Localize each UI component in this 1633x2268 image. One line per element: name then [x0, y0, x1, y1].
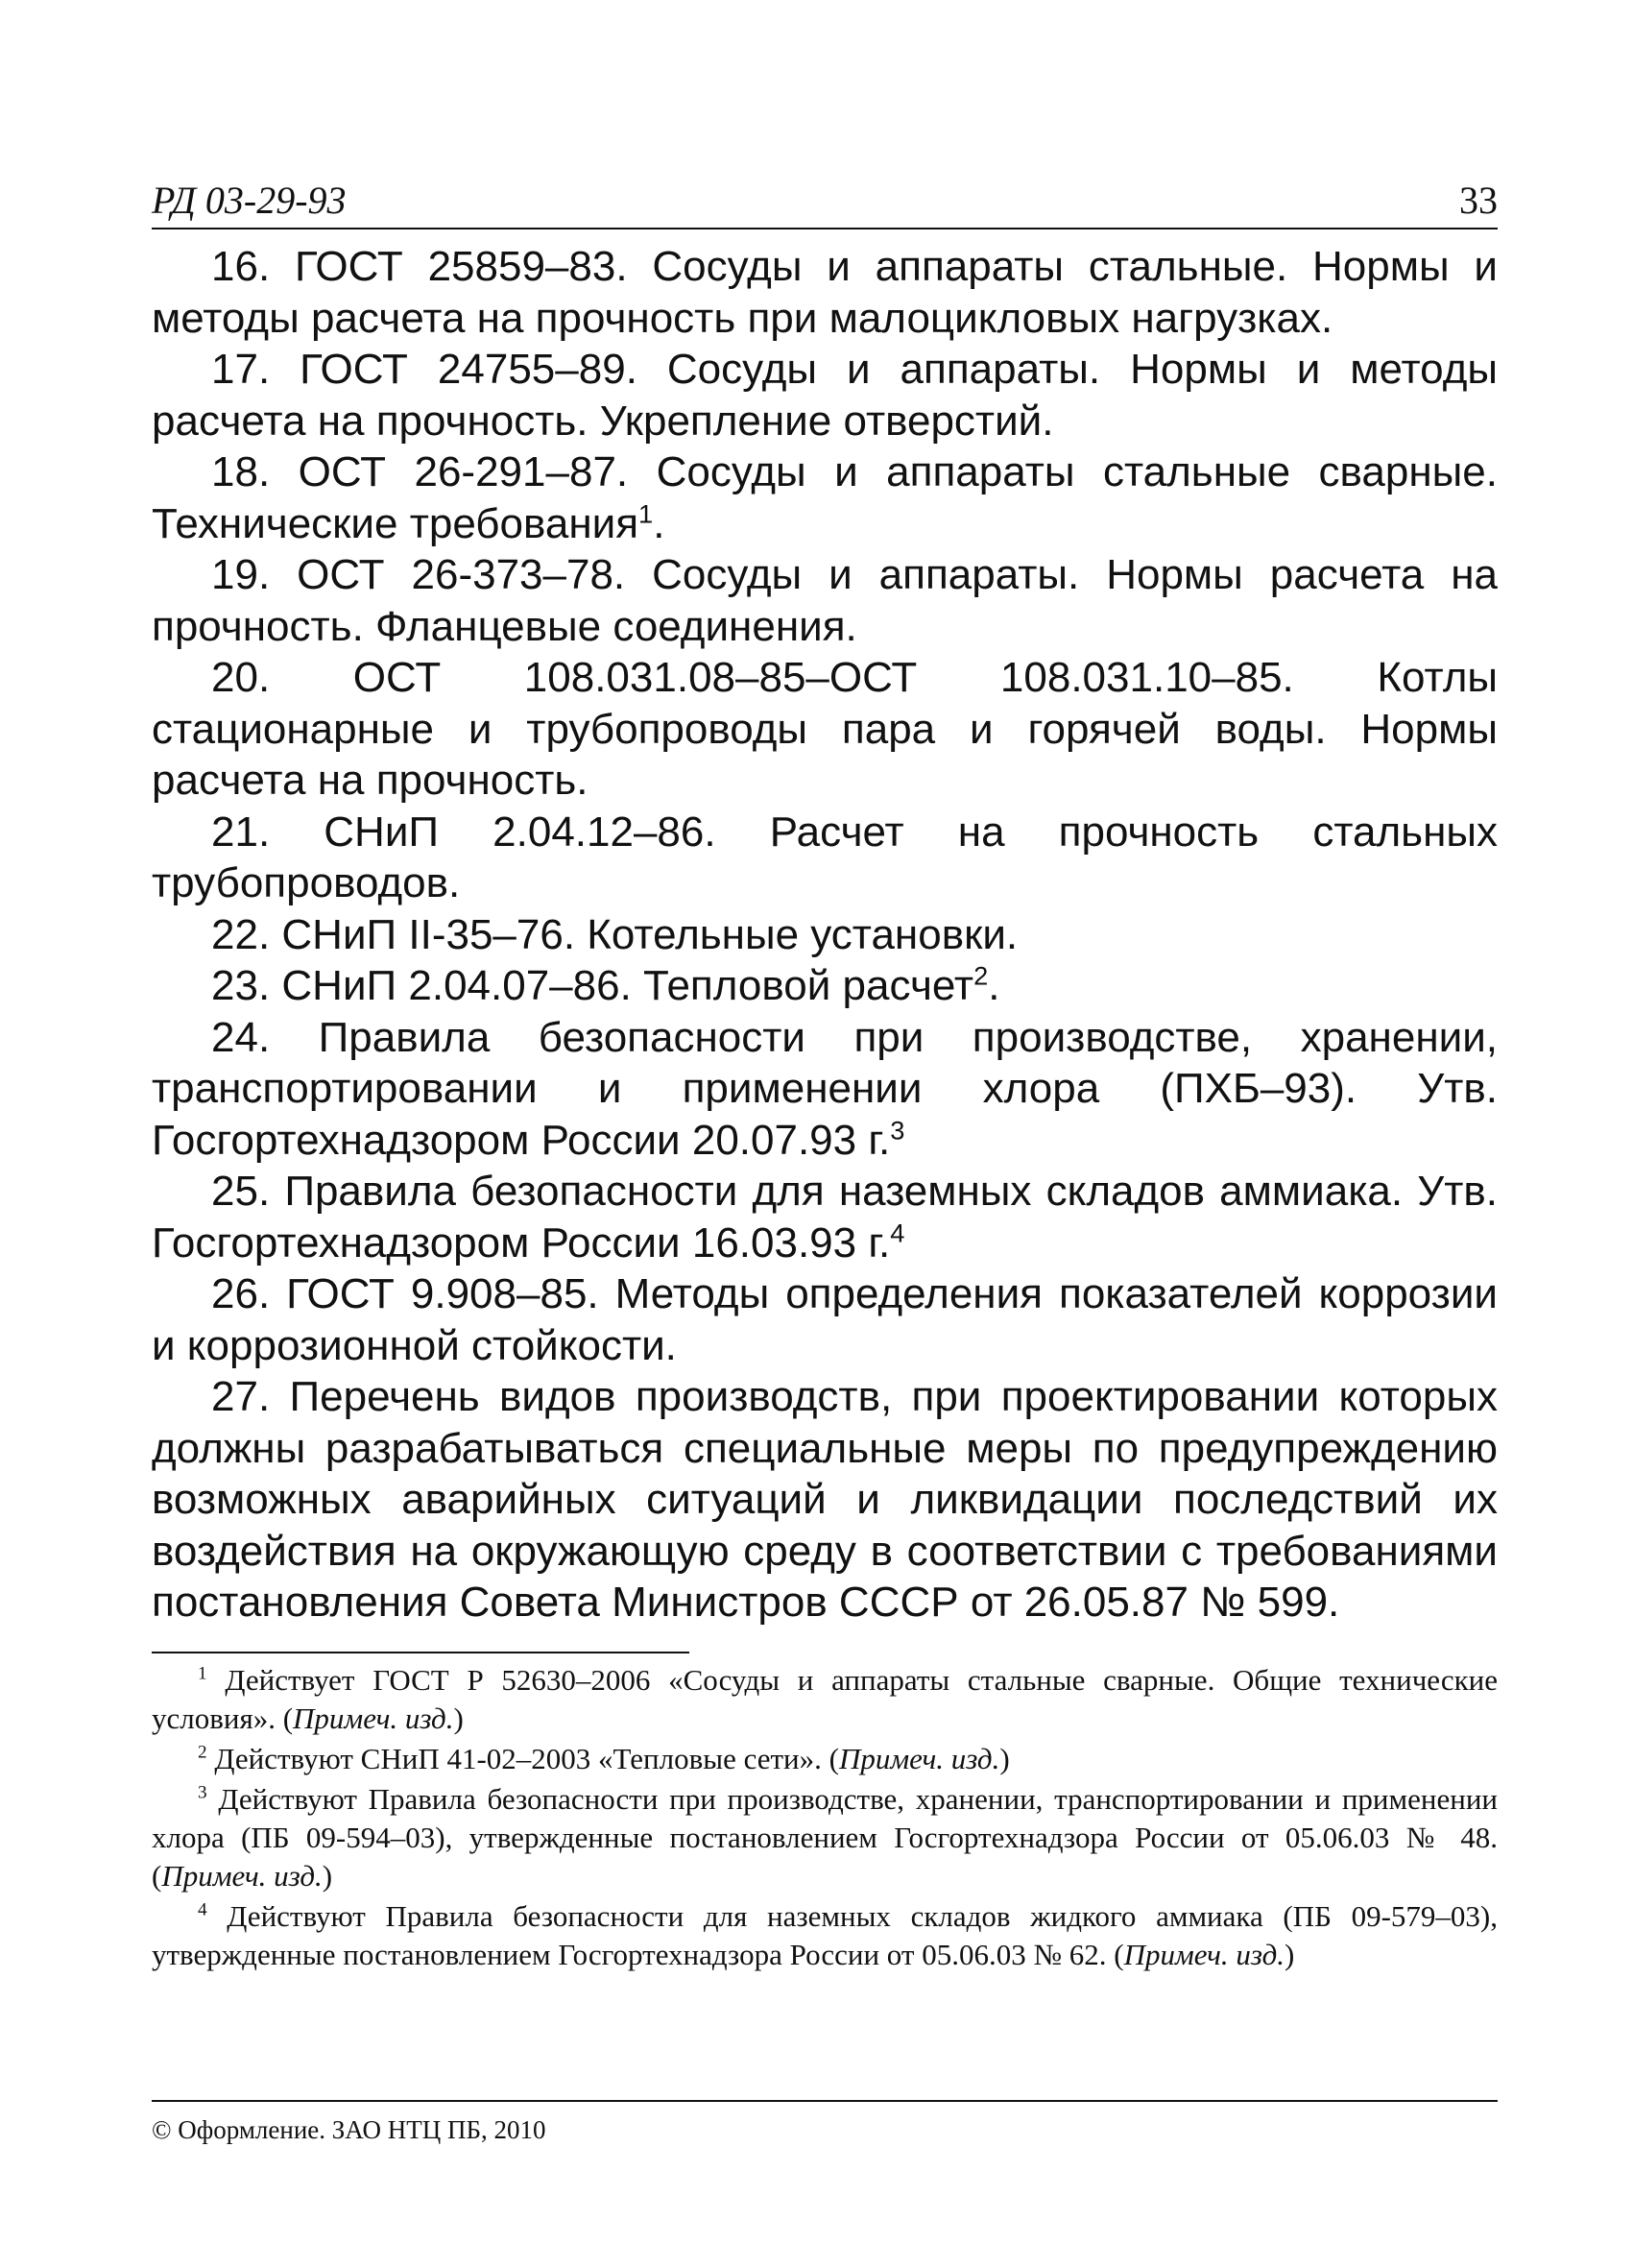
footnote-rule	[152, 1652, 1498, 1974]
footnote: $^3$ Действуют Правила безопасности при производстве, хранении, транспортировании и применении хлора (ПБ 09-594–03), утвержденные постановлением Госгортехнадзора России от 05.06.03 № 48. (Примеч. изд.)	[152, 1781, 1498, 1893]
reference-item: 24. Правила безопасности при производстве, хранении, транспортировании и применении хлора (ПХБ–93). Утв. Госгортехнадзором России 20.07.93 г.$^3$	[152, 1013, 1498, 1164]
reference-item: 16. ГОСТ 25859–83. Сосуды и аппараты стальные. Нормы и методы расчета на прочность при малоцикловых нагрузках.	[152, 243, 1498, 342]
document-code: РД 03-29-93	[152, 179, 347, 222]
footnote-ref: 3	[890, 1114, 905, 1145]
footnote-ref: 4	[890, 1217, 905, 1247]
reference-item: 27. Перечень видов производств, при проектировании которых должны разрабатываться специальные меры по предупреждению возможных аварийных ситуаций и ликвидации последствий их воздействия на окружающую среду в соответствии с требованиями постановления Совета Министров СССР от 26.05.87 № 599.	[152, 1373, 1498, 1626]
copyright-line: © Оформление. ЗАО НТЦ ПБ, 2010	[152, 2100, 1498, 2146]
document-page	[152, 178, 1498, 1976]
reference-list	[152, 241, 1498, 1629]
footnote-ref: 1	[638, 497, 654, 528]
reference-item: 25. Правила безопасности для наземных складов аммиака. Утв. Госгортехнадзором России 16.03.93 г.$^4$	[152, 1168, 1498, 1267]
reference-item: 17. ГОСТ 24755–89. Сосуды и аппараты. Нормы и методы расчета на прочность. Укрепление отверстий.	[152, 346, 1498, 445]
reference-item: 19. ОСТ 26-373–78. Сосуды и аппараты. Нормы расчета на прочность. Фланцевые соединения.	[152, 551, 1498, 650]
reference-item: 23. СНиП 2.04.07–86. Тепловой расчет$^2$.	[211, 960, 1000, 1009]
page-number: 33	[1459, 179, 1498, 222]
reference-item: 26. ГОСТ 9.908–85. Методы определения показателей коррозии и коррозионной стойкости.	[152, 1270, 1498, 1369]
reference-item: 18. ОСТ 26-291–87. Сосуды и аппараты стальные сварные. Технические требования$^1$.	[152, 448, 1498, 547]
footnote: $^4$ Действуют Правила безопасности для наземных складов жидкого аммиака (ПБ 09-579–03), утвержденные постановлением Госгортехнадзора России от 05.06.03 № 62. (Примеч. изд.)	[152, 1898, 1498, 1971]
reference-item: 21. СНиП 2.04.12–86. Расчет на прочность стальных трубопроводов.	[152, 808, 1498, 906]
running-header	[152, 178, 1498, 229]
reference-item: 20. ОСТ 108.031.08–85–ОСТ 108.031.10–85. Котлы стационарные и трубопроводы пара и горячей воды. Нормы расчета на прочность.	[152, 654, 1498, 804]
reference-item: 22. СНиП II-35–76. Котельные установки.	[211, 910, 1019, 958]
footnote-ref: 2	[973, 960, 989, 991]
footnote: $^2$ Действуют СНиП 41-02–2003 «Тепловые сети». (Примеч. изд.)	[198, 1741, 1010, 1775]
footnote-list	[152, 1653, 1498, 1974]
footnote: $^1$ Действует ГОСТ Р 52630–2006 «Сосуды и аппараты стальные сварные. Общие технические условия». (Примеч. изд.)	[152, 1662, 1498, 1735]
